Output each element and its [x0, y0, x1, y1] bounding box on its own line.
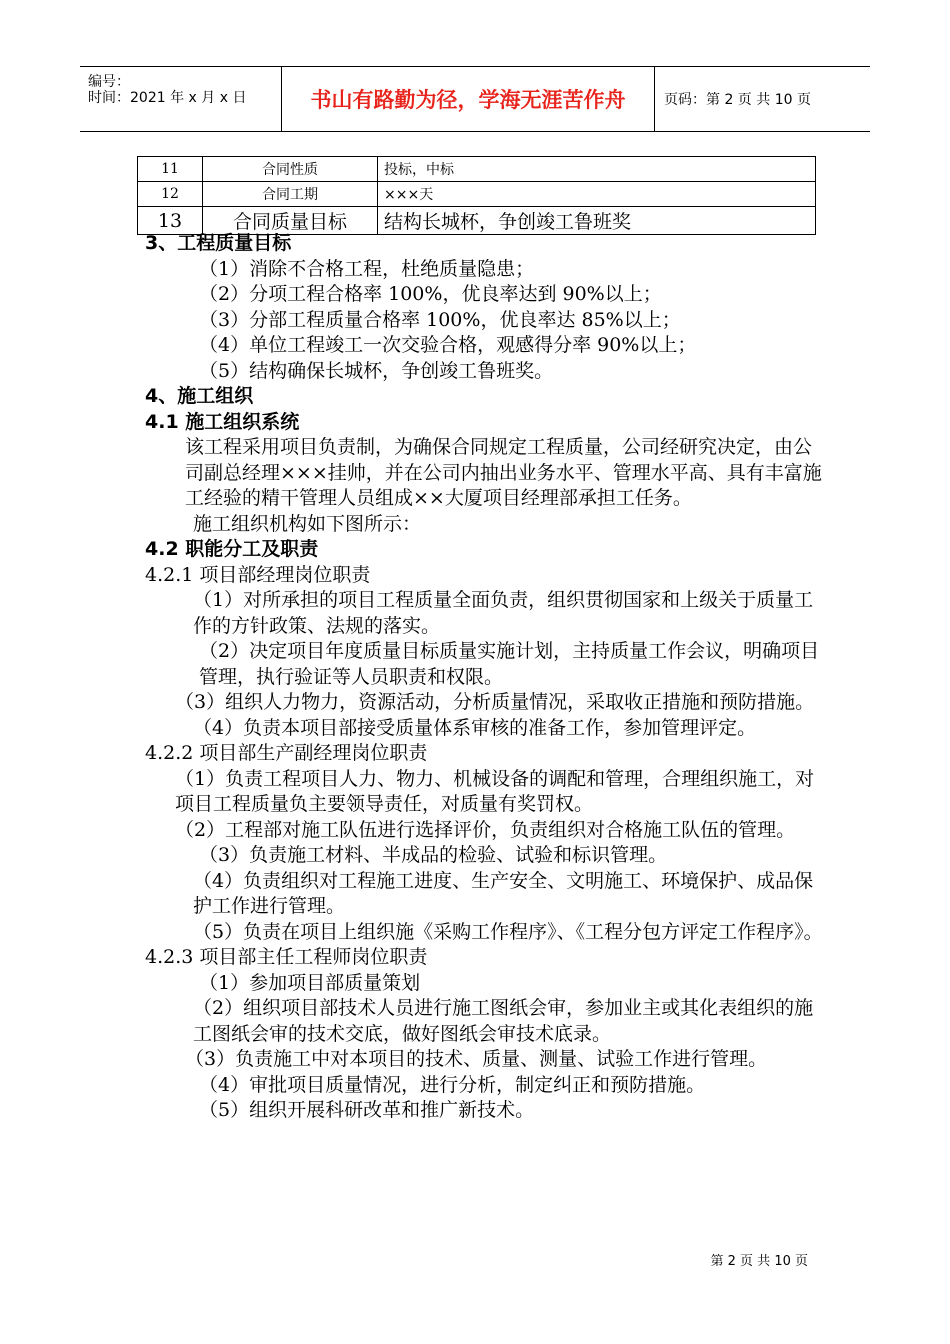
row-value: 投标，中标	[378, 157, 816, 182]
table-row	[138, 182, 816, 207]
contract-info-table	[137, 156, 816, 235]
list-item: （3）负责施工中对本项目的技术、质量、测量、试验工作进行管理。	[185, 1048, 768, 1070]
list-item: （1）对所承担的项目工程质量全面负责，组织贯彻国家和上级关于质量工作的方针政策、法规的落实。	[193, 589, 814, 637]
list-item: （1）负责工程项目人力、物力、机械设备的调配和管理，合理组织施工，对项目工程质量负主要领导责任，对质量有奖罚权。	[175, 767, 815, 815]
row-name: 合同工期	[203, 182, 378, 207]
list-item: （2）分项工程合格率 100%，优良率达到 90%以上；	[199, 283, 662, 305]
list-item: （3）组织人力物力，资源活动，分析质量情况，采取收正措施和预防措施。	[175, 691, 815, 713]
page-footer: 第 2 页 共 10 页	[710, 1254, 808, 1269]
section-4-2-3-title: 4.2.3 项目部主任工程师岗位职责	[145, 946, 428, 968]
list-item: （3）分部工程质量合格率 100%，优良率达 85%以上；	[199, 308, 681, 331]
table-row	[138, 157, 816, 182]
list-item: （4）负责本项目部接受质量体系审核的准备工作，参加管理评定。	[193, 716, 757, 739]
header-page-info: 页码：第 2 页 共 10 页	[664, 92, 811, 108]
list-item: （4）负责组织对工程施工进度、生产安全、文明施工、环境保护、成品保护工作进行管理。	[193, 869, 814, 917]
section-4-1-title: 4.1 施工组织系统	[145, 410, 300, 433]
list-item: （2）决定项目年度质量目标质量实施计划，主持质量工作会议，明确项目管理，执行验证等人员职责和权限。	[199, 640, 820, 688]
section-4-2-2-title: 4.2.2 项目部生产副经理岗位职责	[145, 742, 428, 764]
list-item: （5）组织开展科研改革和推广新技术。	[199, 1099, 535, 1121]
list-item: （5）负责在项目上组织施《采购工作程序》、《工程分包方评定工作程序》。	[193, 920, 823, 943]
section-3-title: 3、工程质量目标	[145, 232, 292, 254]
section-4-2-title: 4.2 职能分工及职责	[145, 538, 319, 560]
list-item: （2）组织项目部技术人员进行施工图纸会审，参加业主或其化表组织的施工图纸会审的技术交底，做好图纸会审技术底录。	[193, 997, 814, 1045]
list-item: （4）单位工程竣工一次交验合格，观感得分率 90%以上；	[199, 334, 697, 356]
list-item: （5）结构确保长城杯，争创竣工鲁班奖。	[199, 359, 554, 382]
list-item: （2）工程部对施工队伍进行选择评价，负责组织对合格施工队伍的管理。	[175, 818, 796, 841]
list-item: （1）消除不合格工程，杜绝质量隐患；	[199, 257, 535, 280]
number-label: 编号：	[88, 74, 130, 90]
time-label: 时间：2021 年 x 月 x 日	[88, 90, 247, 106]
row-number: 11	[138, 157, 203, 182]
header-motto: 书山有路勤为径，学海无涯苦作舟	[281, 67, 655, 131]
row-number: 13	[138, 207, 203, 235]
header-meta	[80, 67, 280, 131]
row-name: 合同性质	[203, 157, 378, 182]
paragraph: 该工程采用项目负责制，为确保合同规定工程质量，公司经研究决定，由公司副总经理×××挂帅，并在公司内抽出业务水平、管理水平高、具有丰富施工经验的精干管理人员组成××大厦项目经理部承担工任务。	[185, 436, 822, 509]
section-4-title: 4、施工组织	[145, 385, 254, 407]
list-item: （1）参加项目部质量策划	[199, 971, 421, 994]
document-body	[145, 231, 825, 1124]
section-4-2-1-title: 4.2.1 项目部经理岗位职责	[145, 563, 371, 586]
row-value: ×××天	[378, 182, 816, 207]
row-number: 12	[138, 182, 203, 207]
list-item: （4）审批项目质量情况，进行分析，制定纠正和预防措施。	[199, 1073, 706, 1096]
list-item: （3）负责施工材料、半成品的检验、试验和标识管理。	[199, 844, 668, 866]
paragraph: 施工组织机构如下图所示：	[193, 512, 422, 535]
row-name: 合同质量目标	[203, 207, 378, 235]
row-value: 结构长城杯，争创竣工鲁班奖	[378, 207, 816, 235]
page-header	[80, 66, 870, 132]
